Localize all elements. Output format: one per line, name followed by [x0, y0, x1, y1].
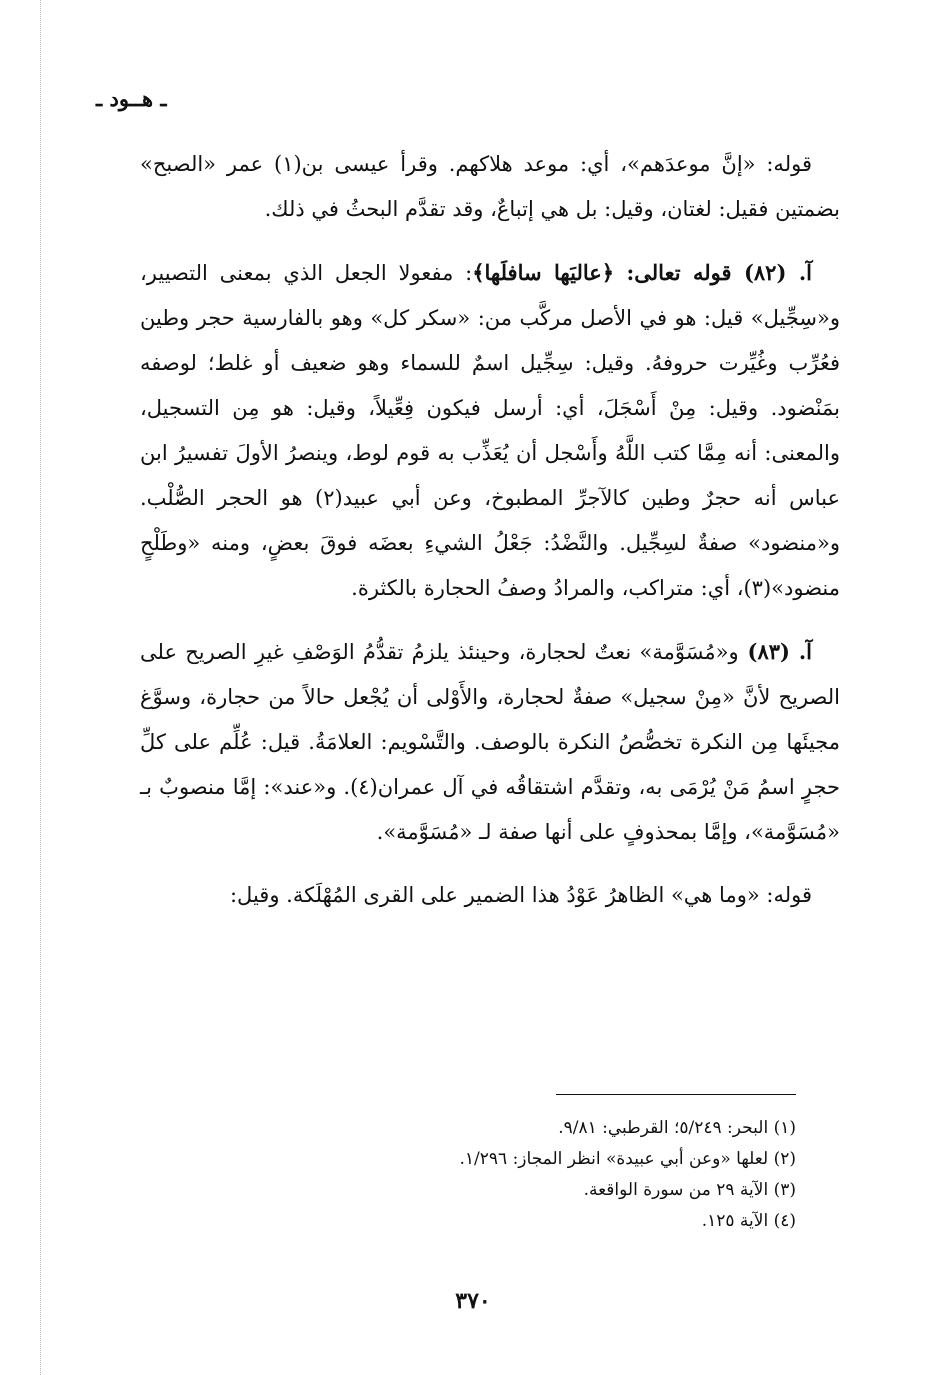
footnote-1: (١) البحر: ٥/٢٤٩؛ القرطبي: ٩/٨١. — [558, 1118, 796, 1138]
footnotes — [196, 1113, 796, 1237]
page-number: ٣٧٠ — [455, 1288, 491, 1314]
verse-82-quote: ﴿عاليَها سافلَها﴾ — [472, 260, 615, 285]
footnote-3: (٣) الآية ٢٩ من سورة الواقعة. — [583, 1180, 796, 1200]
footnote-4: (٤) الآية ١٢٥. — [701, 1211, 796, 1231]
footnote-separator — [556, 1094, 796, 1095]
binding-margin-line — [40, 0, 41, 1375]
verse-83-label: آ. (٨٣) — [738, 639, 812, 664]
paragraph-1-text: قوله: «إنَّ موعدَهم»، أي: موعد هلاكهم. وقرأ عيسى بن(١) عمر «الصبح» بضمتين فقيل: لغتان، وقيل: بل هي إتباعٌ، وقد تقدَّم البحثُ في ذلك. — [140, 152, 840, 221]
chapter-running-title: ـ هــود ـ — [96, 86, 167, 111]
paragraph-3 — [140, 629, 840, 855]
verse-82-label: آ. (٨٢) قوله تعالى: — [614, 260, 812, 285]
paragraph-4-text: قوله: «وما هي» الظاهرُ عَوْدُ هذا الضمير على القرى المُهْلَكة. وقيل: — [229, 883, 812, 907]
paragraph-2 — [140, 250, 840, 611]
paragraph-2-text: : مفعولا الجعل الذي بمعنى التصيير، و«سِجِّيل» قيل: هو في الأصل مركَّب من: «سكر كل» وهو بالفارسية حجر وطين فعُرِّب وغُيِّرت حروفهُ. وقيل: سِجِّيل اسمٌ للسماء وهو ضعيف أو غلط؛ لوصفه بمَنْضود. وقيل: مِنْ أَسْجَلَ، أي: أرسل فيكون فِعِّيلاً، وقيل: هو مِن التسجيل، والمعنى: أنه مِمَّا كتب اللَّهُ وأَسْجل أن يُعَذِّب به قوم لوط، وينصرُ الأولَ تفسيرُ ابن عباس أنه حجرٌ وطين كالآجرِّ المطبوخ، وعن أبي عبيد(٢) هو الحجر الصُّلْب. و«منضود» صفةٌ لسِجِّيل. والنَّضْدُ: جَعْلُ الشيءِ بعضَه فوقَ بعضٍ، ومنه «وطَلْحٍ منضود»(٣)، أي: متراكب، والمرادُ وصفُ الحجارة بالكثرة. — [140, 261, 840, 600]
paragraph-4 — [140, 873, 840, 918]
main-text — [140, 142, 840, 936]
paragraph-3-text: و«مُسَوَّمة» نعتٌ لحجارة، وحينئذ يلزمُ تقدُّمُ الوَصْفِ غيرِ الصريح على الصريح لأنَّ «مِنْ سجيل» صفةٌ لحجارة، والأَوْلى أن يُجْعل حالاً من حجارة، وسوَّغ مجيئَها مِن النكرة تخصُّصُ النكرة بالوصف. والتَّسْويم: العلامَةُ. قيل: عُلِّم على كلِّ حجرٍ اسمُ مَنْ يُرْمَى به، وتقدَّم اشتقاقُه في آل عمران(٤). و«عند»: إمَّا منصوبٌ بـ «مُسَوَّمة»، وإمَّا بمحذوفٍ على أنها صفة لـ «مُسَوَّمة». — [140, 640, 841, 844]
footnote-2: (٢) لعلها «وعن أبي عبيدة» انظر المجاز: ١/٢٩٦. — [459, 1149, 796, 1169]
paragraph-1 — [140, 142, 840, 232]
